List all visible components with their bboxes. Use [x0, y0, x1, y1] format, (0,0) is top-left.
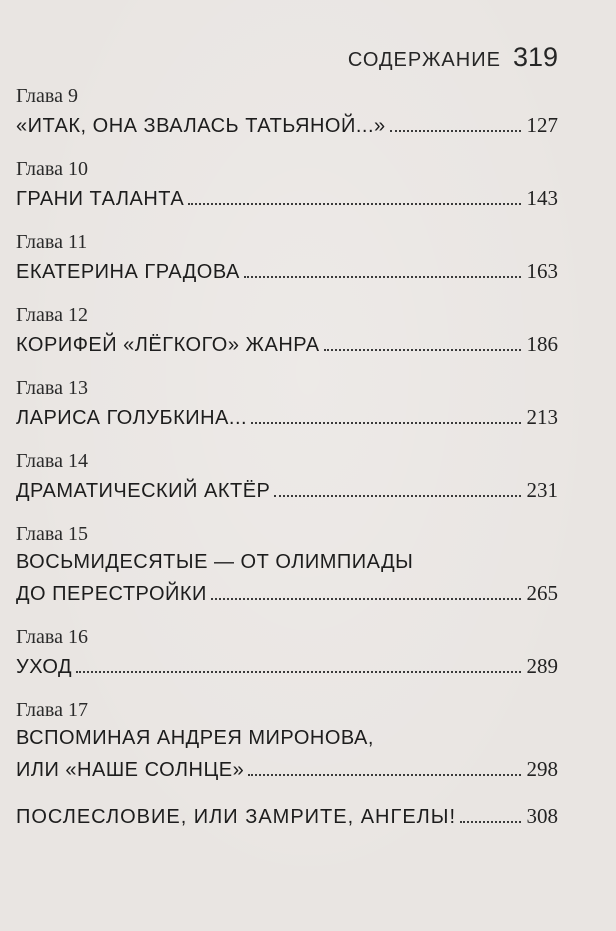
chapter-page-number: 298 — [526, 757, 558, 781]
toc-row[interactable] — [16, 577, 558, 609]
dot-leader — [460, 821, 520, 823]
dot-leader — [244, 276, 521, 278]
chapter-page-number: 127 — [526, 113, 558, 137]
chapter-title: ИЛИ «НАШЕ СОЛНЦЕ» — [16, 759, 245, 781]
chapter-title: КОРИФЕЙ «ЛЁГКОГО» ЖАНРА — [16, 334, 320, 356]
toc-entry-chapter-16 — [16, 624, 558, 682]
chapter-label: Глава 9 — [16, 85, 78, 107]
afterword-title: ПОСЛЕСЛОВИЕ, ИЛИ ЗАМРИТЕ, АНГЕЛЫ! — [16, 806, 457, 828]
chapter-page-number: 163 — [526, 259, 558, 283]
toc-entry-chapter-9 — [16, 83, 558, 141]
chapter-label: Глава 13 — [16, 377, 88, 399]
chapter-title-line: ВСПОМИНАЯ АНДРЕЯ МИРОНОВА, — [16, 727, 374, 749]
dot-leader — [211, 598, 521, 600]
chapter-title: УХОД — [16, 656, 73, 678]
toc-row[interactable] — [16, 753, 558, 785]
table-of-contents — [16, 83, 558, 847]
chapter-title: «ИТАК, ОНА ЗВАЛАСЬ ТАТЬЯНОЙ...» — [16, 115, 386, 137]
chapter-title: ГРАНИ ТАЛАНТА — [16, 188, 185, 210]
toc-row[interactable] — [16, 255, 558, 287]
chapter-label: Глава 16 — [16, 626, 88, 648]
toc-entry-chapter-13 — [16, 375, 558, 433]
dot-leader — [251, 422, 520, 424]
chapter-label: Глава 12 — [16, 304, 88, 326]
chapter-page-number: 186 — [526, 332, 558, 356]
chapter-label: Глава 15 — [16, 523, 88, 545]
chapter-title: ДРАМАТИЧЕСКИЙ АКТЁР — [16, 480, 271, 502]
page-number: 319 — [512, 42, 558, 72]
toc-row[interactable] — [16, 328, 558, 360]
toc-row[interactable] — [16, 109, 558, 141]
chapter-label: Глава 11 — [16, 231, 88, 253]
toc-row[interactable] — [16, 401, 558, 433]
afterword-page-number: 308 — [526, 804, 558, 828]
chapter-title: ДО ПЕРЕСТРОЙКИ — [16, 583, 207, 605]
toc-entry-afterword — [16, 800, 558, 832]
dot-leader — [188, 203, 520, 205]
dot-leader — [274, 495, 520, 497]
dot-leader — [390, 130, 521, 132]
chapter-label: Глава 10 — [16, 158, 88, 180]
toc-entry-chapter-14 — [16, 448, 558, 506]
chapter-title: ЛАРИСА ГОЛУБКИНА... — [16, 407, 248, 429]
toc-row[interactable] — [16, 800, 558, 832]
toc-entry-chapter-11 — [16, 229, 558, 287]
dot-leader — [324, 349, 521, 351]
toc-row[interactable] — [16, 474, 558, 506]
toc-entry-chapter-12 — [16, 302, 558, 360]
toc-row[interactable] — [16, 650, 558, 682]
toc-entry-chapter-15 — [16, 521, 558, 609]
dot-leader — [248, 774, 520, 776]
chapter-page-number: 143 — [526, 186, 558, 210]
chapter-label: Глава 14 — [16, 450, 88, 472]
running-head-title: СОДЕРЖАНИЕ — [347, 49, 501, 71]
chapter-title: ЕКАТЕРИНА ГРАДОВА — [16, 261, 240, 283]
running-head — [348, 42, 558, 73]
toc-entry-chapter-10 — [16, 156, 558, 214]
chapter-title-line: ВОСЬМИДЕСЯТЫЕ — ОТ ОЛИМПИАДЫ — [16, 551, 414, 573]
toc-row[interactable] — [16, 182, 558, 214]
dot-leader — [76, 671, 520, 673]
chapter-page-number: 289 — [526, 654, 558, 678]
chapter-page-number: 213 — [526, 405, 558, 429]
chapter-page-number: 231 — [526, 478, 558, 502]
chapter-label: Глава 17 — [16, 699, 88, 721]
chapter-page-number: 265 — [526, 581, 558, 605]
toc-entry-chapter-17 — [16, 697, 558, 785]
